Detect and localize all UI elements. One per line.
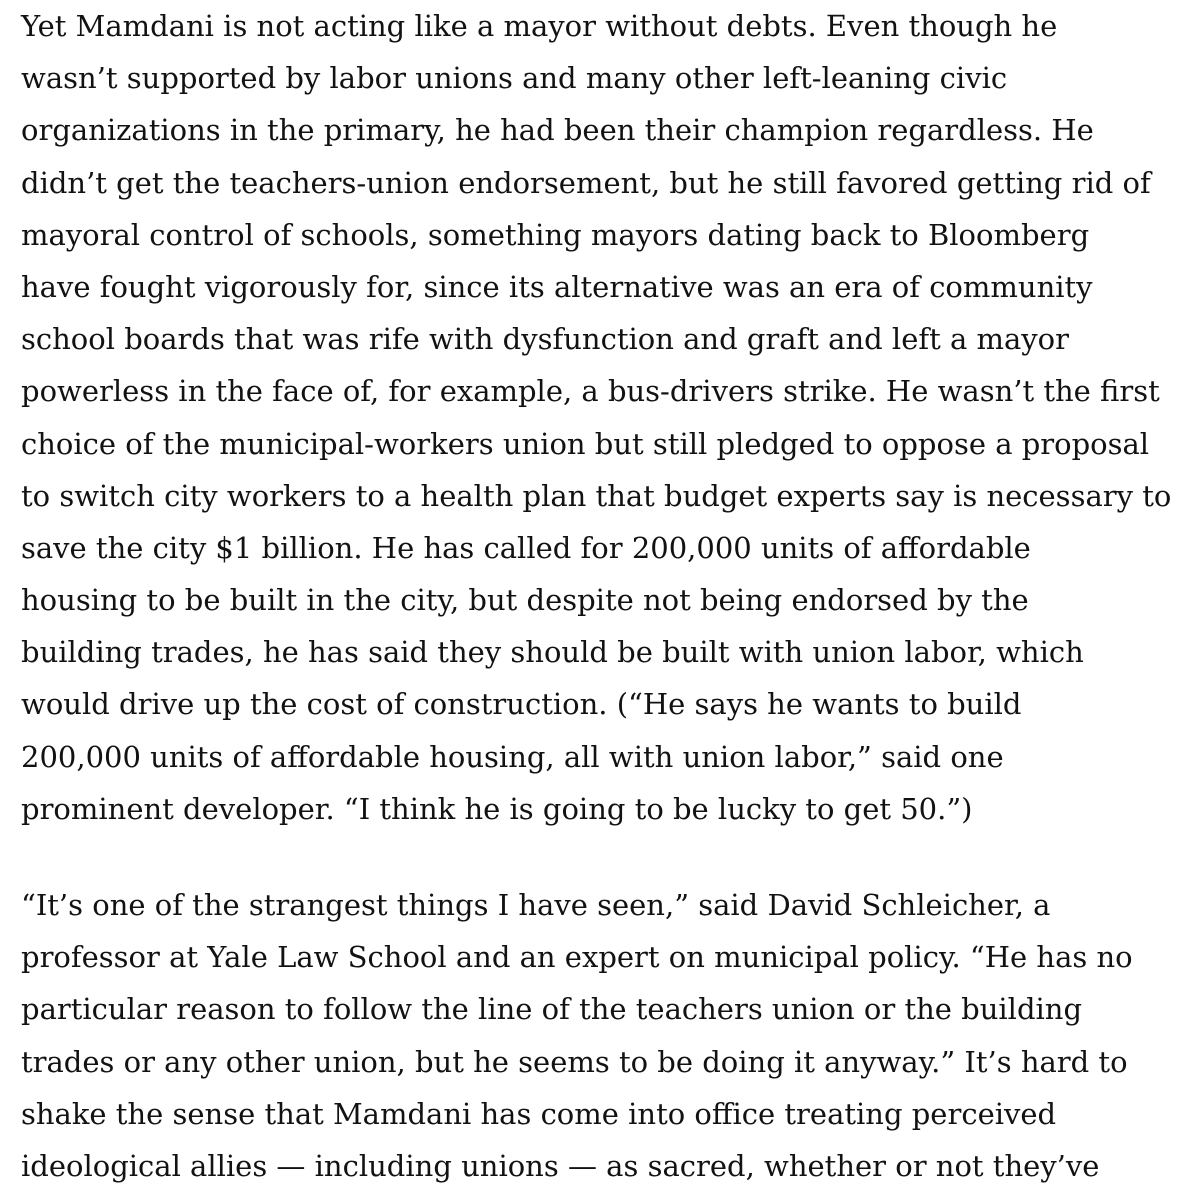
text-line: didn’t get the teachers-union endorsement, but he still favored getting rid of xyxy=(21,165,1151,200)
text-line: to switch city workers to a health plan that budget experts say is necessary to xyxy=(21,478,1172,513)
paragraph-2 xyxy=(21,879,1181,1192)
text-line: prominent developer. “I think he is going to be lucky to get 50.”) xyxy=(21,791,973,826)
text-line: shake the sense that Mamdani has come into office treating perceived xyxy=(21,1096,1057,1131)
text-line: have fought vigorously for, since its alternative was an era of community xyxy=(21,269,1093,304)
text-line: choice of the municipal-workers union but still pledged to oppose a proposal xyxy=(21,426,1150,461)
text-line: powerless in the face of, for example, a bus-drivers strike. He wasn’t the first xyxy=(21,374,1160,409)
paragraph-1 xyxy=(21,0,1181,835)
text-line: professor at Yale Law School and an expert on municipal policy. “He has no xyxy=(21,940,1133,975)
text-line: wasn’t supported by labor unions and many other left-leaning civic xyxy=(21,61,1008,96)
text-line: Yet Mamdani is not acting like a mayor without debts. Even though he xyxy=(21,9,1058,43)
text-line: school boards that was rife with dysfunction and graft and left a mayor xyxy=(21,322,1069,357)
text-line: organizations in the primary, he had been their champion regardless. He xyxy=(21,113,1094,148)
text-line: building trades, he has said they should be built with union labor, which xyxy=(21,635,1084,670)
text-line: mayoral control of schools, something mayors dating back to Bloomberg xyxy=(21,217,1090,252)
text-line: save the city $1 billion. He has called for 200,000 units of affordable xyxy=(21,530,1031,565)
text-line: ideological allies — including unions — as sacred, whether or not they’ve xyxy=(21,1148,1100,1183)
text-line: trades or any other union, but he seems to be doing it anyway.” It’s hard to xyxy=(21,1044,1128,1079)
text-line: “It’s one of the strangest things I have seen,” said David Schleicher, a xyxy=(21,888,1051,922)
text-line: 200,000 units of affordable housing, all with union labor,” said one xyxy=(21,739,1004,774)
article-body xyxy=(21,0,1181,1192)
text-line: housing to be built in the city, but despite not being endorsed by the xyxy=(21,583,1029,618)
text-line: particular reason to follow the line of the teachers union or the building xyxy=(21,992,1083,1027)
text-line: would drive up the cost of construction. (“He says he wants to build xyxy=(21,687,1022,722)
